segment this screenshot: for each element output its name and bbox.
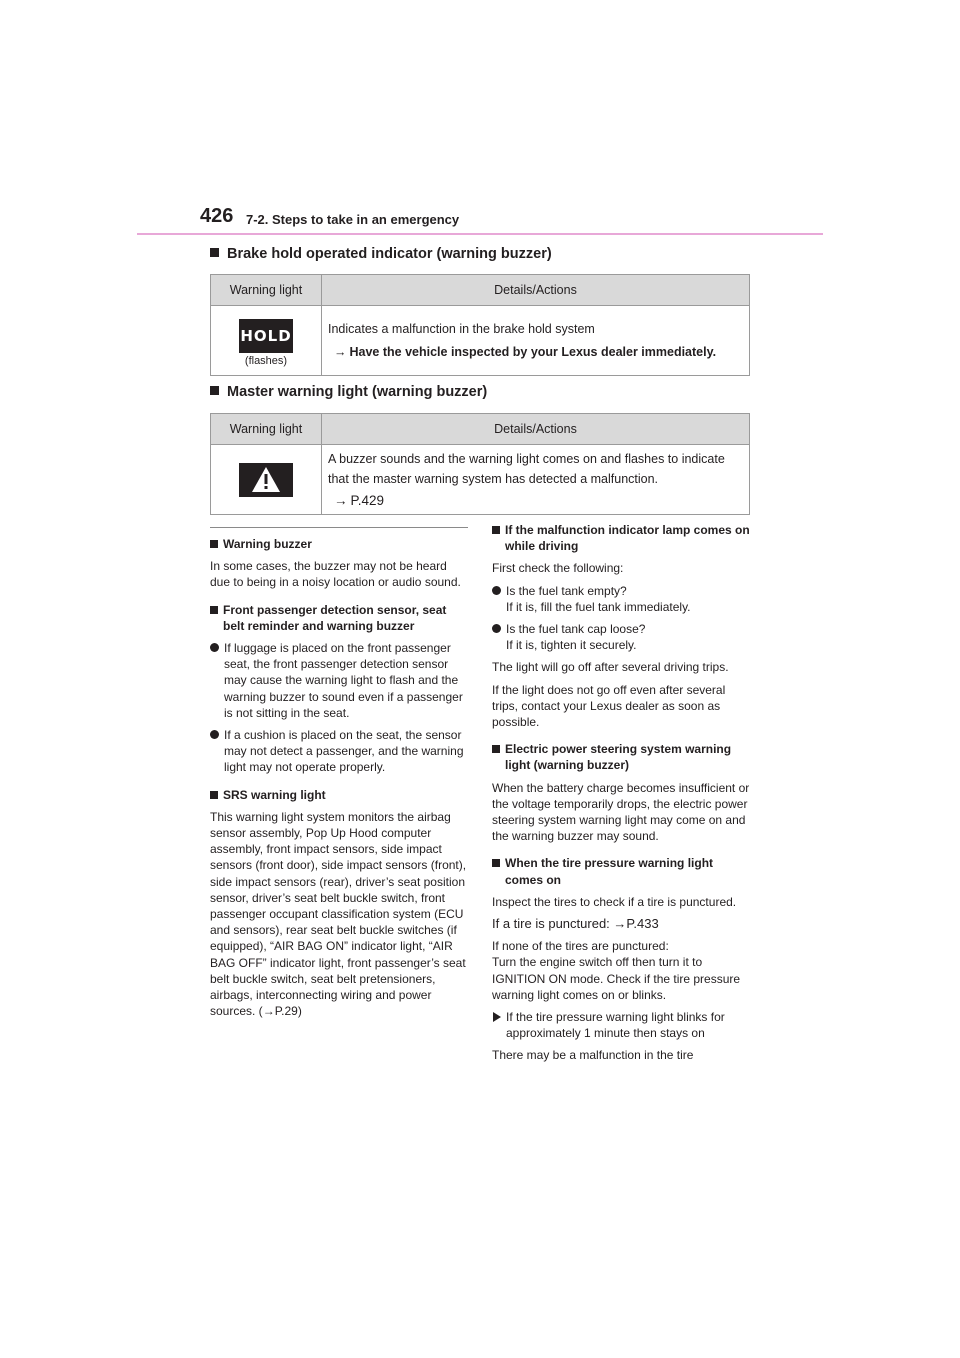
page-reference: → P.429 [334, 492, 385, 508]
triangle-bullet-icon [493, 1012, 501, 1022]
details-text: Indicates a malfunction in the brake hold system [328, 322, 595, 336]
master-warning-triangle-icon [239, 463, 293, 497]
bullet-dot-icon [492, 624, 501, 633]
column-header-warning-light: Warning light [211, 414, 322, 445]
warning-buzzer-heading: Warning buzzer [210, 536, 468, 552]
square-bullet-icon [210, 386, 219, 395]
bullet-dot-icon [492, 586, 501, 595]
tire-heading: When the tire pressure warning light comes on [492, 855, 750, 887]
column-header-warning-light: Warning light [211, 275, 322, 306]
warning-light-cell [211, 445, 322, 515]
tire-text-4: There may be a malfunction in the tire [492, 1048, 694, 1063]
arrow-icon: → [334, 492, 348, 508]
action-text: → Have the vehicle inspected by your Lexus dealer immediately. [334, 345, 717, 359]
details-cell [322, 445, 750, 515]
page-reference: P.433 [626, 916, 659, 932]
brake-hold-heading: Brake hold operated indicator (warning buzzer) [210, 246, 552, 262]
page-number: 426 [200, 205, 234, 227]
tire-text-2: If a tire is punctured: →P.433 [492, 916, 659, 932]
tire-text-3: If none of the tires are punctured: Turn the engine switch off then turn it to IGNITION ON mode. Check if the tire pressure warning light comes on or blinks. [492, 939, 741, 1002]
list-item: If a cushion is placed on the seat, the sensor may not detect a passenger, and the warning light may not operate properly. [210, 727, 468, 776]
right-column [492, 522, 750, 1070]
section-title: 7-2. Steps to take in an emergency [246, 212, 460, 227]
square-bullet-icon [492, 526, 500, 534]
square-bullet-icon [492, 859, 500, 867]
mil-intro: First check the following: [492, 561, 624, 576]
square-bullet-icon [210, 606, 218, 614]
icon-caption: (flashes) [244, 354, 288, 367]
column-header-details: Details/Actions [322, 414, 750, 445]
srs-text: This warning light system monitors the airbag sensor assembly, Pop Up Hood computer assembly, front impact sensors, side impact sensors (front door), side impact sensors (front), side impact sensors (rear), driver’s seat position sensor, driver’s seat belt buckle switch, front passenger occupant classification system (ECU and sensors), rear seat belt buckle switches (if equipped), “AIR BAG ON” indicator light, “AIR BAG OFF” indicator light, front passenger’s seat belt buckle switch, seat belt pretensioners, airbags, interconnecting wiring and power sources. (→P.29) [210, 809, 467, 1019]
warning-buzzer-text: In some cases, the buzzer may not be heard due to being in a noisy location or audio sound. [210, 559, 461, 590]
square-bullet-icon [492, 745, 500, 753]
arrow-icon: → [613, 916, 627, 932]
square-bullet-icon [210, 791, 218, 799]
page-reference: P.29) [274, 1004, 302, 1019]
mil-heading: If the malfunction indicator lamp comes on while driving [492, 522, 750, 554]
header-rule [137, 233, 823, 235]
column-header-details: Details/Actions [322, 275, 750, 306]
arrow-icon: → [334, 345, 347, 359]
hold-indicator-icon: HOLD [239, 319, 293, 353]
warning-light-cell [211, 306, 322, 376]
list-item: Is the fuel tank cap loose? If it is, tighten it securely. [492, 621, 750, 653]
bullet-dot-icon [210, 643, 219, 652]
list-item: If the tire pressure warning light blinks for approximately 1 minute then stays on [492, 1009, 750, 1041]
bullet-dot-icon [210, 730, 219, 739]
eps-text: When the battery charge becomes insufficient or the voltage temporarily drops, the electric power steering system warning light may come on and the warning buzzer may sound. [492, 780, 750, 844]
arrow-icon: → [262, 1004, 275, 1019]
list-item: Is the fuel tank empty? If it is, fill the fuel tank immediately. [492, 583, 750, 615]
details-text: A buzzer sounds and the warning light comes on and flashes to indicate that the master warning system has detected a malfunction. [328, 451, 725, 486]
brake-hold-table [210, 274, 750, 376]
list-item: If luggage is placed on the front passenger seat, the front passenger detection sensor may cause the warning light to flash and the warning buzzer to sound even if a passenger is not sitting in the seat. [210, 640, 468, 721]
master-warning-table [210, 413, 750, 515]
srs-heading: SRS warning light [210, 787, 468, 803]
eps-heading: Electric power steering system warning light (warning buzzer) [492, 741, 750, 773]
column-rule [210, 527, 468, 528]
details-cell [322, 306, 750, 376]
square-bullet-icon [210, 248, 219, 257]
master-warning-heading: Master warning light (warning buzzer) [210, 384, 487, 400]
front-passenger-heading: Front passenger detection sensor, seat belt reminder and warning buzzer [210, 602, 468, 634]
mil-text-2: If the light does not go off even after several trips, contact your Lexus dealer as soon as possible. [492, 682, 726, 730]
mil-text-1: The light will go off after several driving trips. [492, 660, 729, 675]
left-column [210, 536, 468, 1025]
square-bullet-icon [210, 540, 218, 548]
tire-text-1: Inspect the tires to check if a tire is punctured. [492, 894, 737, 909]
